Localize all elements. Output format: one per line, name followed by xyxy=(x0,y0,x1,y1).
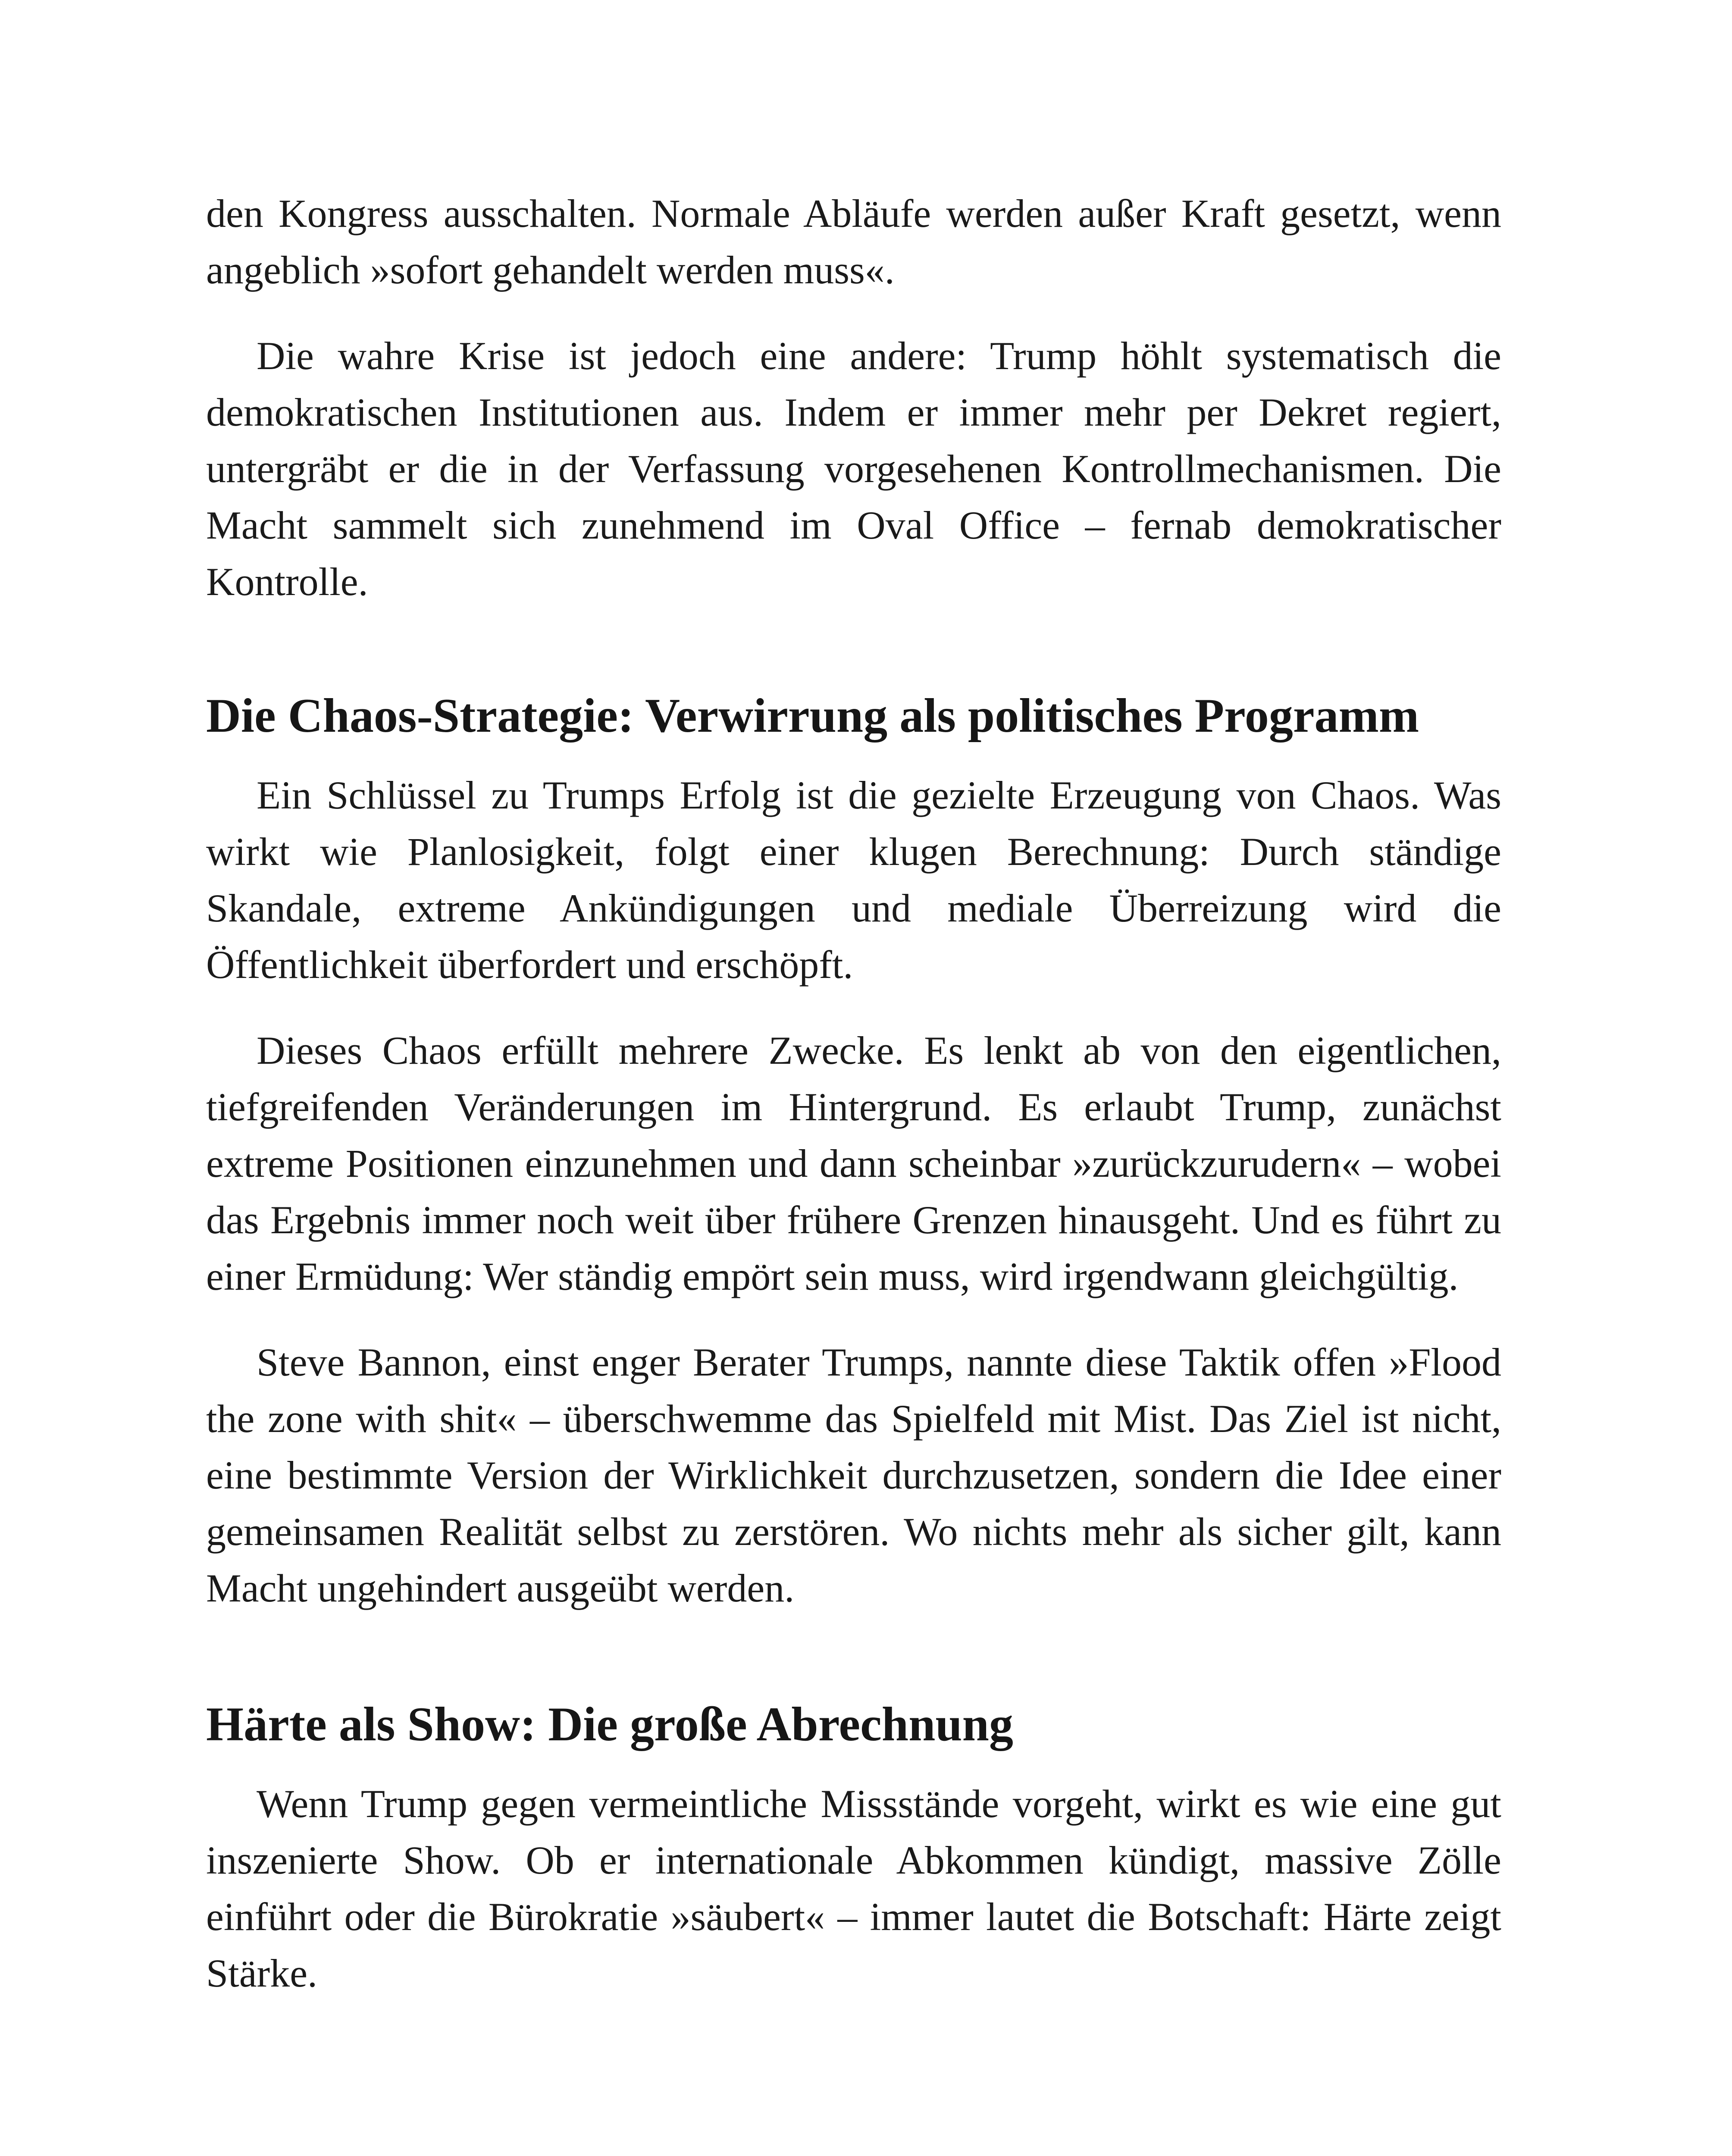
section-heading-chaos-strategy: Die Chaos-Strategie: Verwirrung als politisches Programm xyxy=(206,689,1419,743)
paragraph-continuation: den Kongress ausschalten. Normale Abläufe werden außer Kraft gesetzt, wenn angeblich »sofort gehandelt werden muss«. xyxy=(206,191,1501,292)
paragraph-bannon: Steve Bannon, einst enger Berater Trumps, nannte diese Taktik offen »Flood the zone with shit« – überschwemme das Spielfeld mit Mist. Das Ziel ist nicht, eine bestimmte Version der Wirklichkeit durchzusetzen, sondern die Idee einer gemeinsamen Realität selbst zu zerstören. Wo nichts mehr als sicher gilt, kann Macht ungehindert ausgeübt werden. xyxy=(206,1340,1501,1610)
paragraph-crisis: Die wahre Krise ist jedoch eine andere: Trump höhlt systematisch die demokratischen Institutionen aus. Indem er immer mehr per Dekret regiert, untergräbt er die in der Verfassung vorgesehenen Kontrollmechanismen. Die Macht sammelt sich zunehmend im Oval Office – fernab demokratischer Kontrolle. xyxy=(206,334,1501,604)
section-heading-haerte-show: Härte als Show: Die große Abrechnung xyxy=(206,1698,1013,1751)
paragraph-chaos-intro: Ein Schlüssel zu Trumps Erfolg ist die gezielte Erzeugung von Chaos. Was wirkt wie Planlosigkeit, folgt einer klugen Berechnung: Durch ständige Skandale, extreme Ankündigungen und mediale Überreizung wird die Öffentlichkeit überfordert und erschöpft. xyxy=(206,773,1501,987)
page-body xyxy=(206,185,1501,2031)
paragraph-chaos-purposes: Dieses Chaos erfüllt mehrere Zwecke. Es lenkt ab von den eigentlichen, tiefgreifenden Veränderungen im Hintergrund. Es erlaubt Trump, zunächst extreme Positionen einzunehmen und dann scheinbar »zurückzurudern« – wobei das Ergebnis immer noch weit über frühere Grenzen hinausgeht. Und es führt zu einer Ermüdung: Wer ständig empört sein muss, wird irgendwann gleichgültig. xyxy=(206,1028,1501,1298)
paragraph-haerte-show: Wenn Trump gegen vermeintliche Missstände vorgeht, wirkt es wie eine gut inszenierte Show. Ob er internationale Abkommen kündigt, massive Zölle einführt oder die Bürokratie »säubert« – immer lautet die Botschaft: Härte zeigt Stärke. xyxy=(206,1782,1501,1995)
